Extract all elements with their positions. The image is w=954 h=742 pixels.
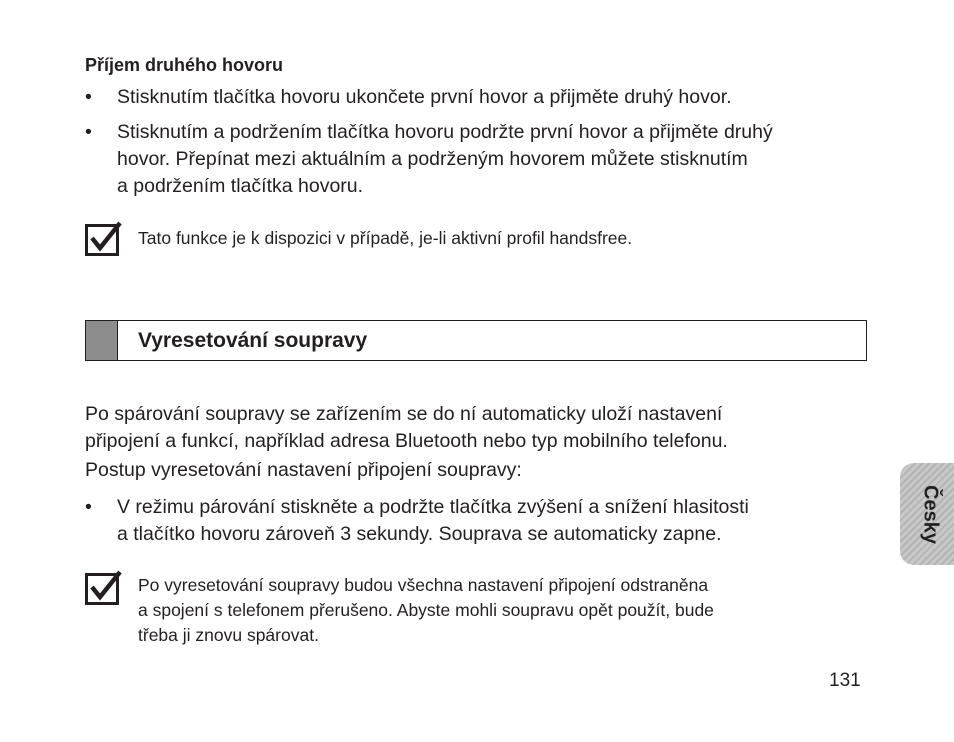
language-tab	[900, 463, 954, 565]
paragraph-line: Po spárování soupravy se zařízením se do ní automaticky uloží nastavení	[85, 403, 723, 425]
bullet-dot: •	[85, 496, 92, 518]
bullet-line: a podržením tlačítka hovoru.	[117, 175, 364, 197]
note-line: a spojení s telefonem přerušeno. Abyste mohli soupravu opět použít, bude	[138, 600, 714, 620]
bullet-line: Stisknutím tlačítka hovoru ukončete první hovor a přijměte druhý hovor.	[117, 86, 732, 108]
section-tab	[86, 321, 118, 360]
paragraph	[85, 457, 865, 484]
bullet-dot: •	[85, 86, 92, 108]
section-title: Vyresetování soupravy	[138, 329, 368, 352]
paragraph-line: Postup vyresetování nastavení připojení soupravy:	[85, 459, 522, 481]
paragraph	[85, 401, 865, 455]
section-header	[85, 320, 867, 361]
note-text	[138, 226, 858, 251]
bullet-line: V režimu párování stiskněte a podržte tlačítka zvýšení a snížení hlasitosti	[117, 496, 749, 518]
note-line: třeba ji znovu spárovat.	[138, 625, 319, 645]
page-number: 131	[829, 670, 861, 691]
bullet-line: Stisknutím a podržením tlačítka hovoru podržte první hovor a přijměte druhý	[117, 121, 773, 143]
checkbox-check-icon	[85, 570, 119, 604]
note-line: Po vyresetování soupravy budou všechna nastavení připojení odstraněna	[138, 575, 709, 595]
language-tab-label: Česky	[919, 484, 942, 544]
note-line: Tato funkce je k dispozici v případě, je-li aktivní profil handsfree.	[138, 228, 633, 248]
bullet-line: hovor. Přepínat mezi aktuálním a podrženým hovorem můžete stisknutím	[117, 148, 748, 170]
note-text	[138, 573, 858, 648]
paragraph-line: připojení a funkcí, například adresa Bluetooth nebo typ mobilního telefonu.	[85, 430, 728, 452]
bullet-line: a tlačítko hovoru zároveň 3 sekundy. Souprava se automaticky zapne.	[117, 523, 722, 545]
checkbox-check-icon	[85, 221, 119, 255]
subheading: Příjem druhého hovoru	[85, 55, 284, 75]
bullet-dot: •	[85, 121, 92, 143]
